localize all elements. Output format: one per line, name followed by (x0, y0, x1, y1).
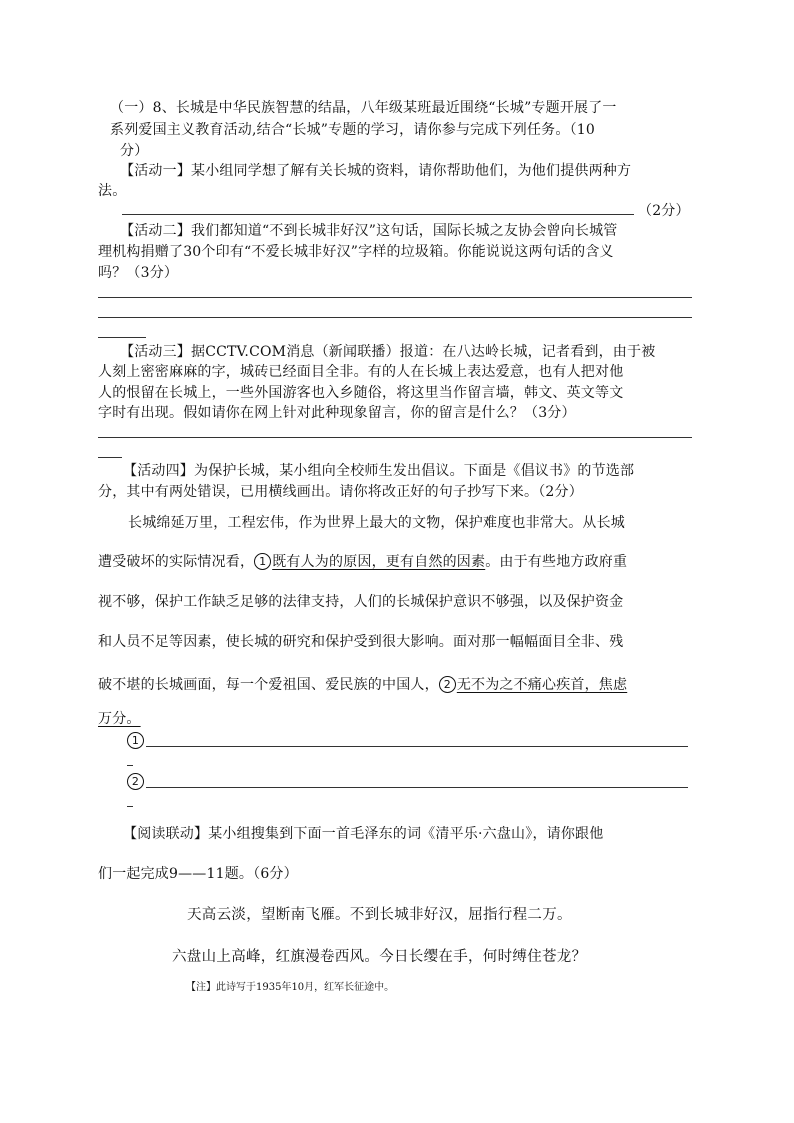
activity3-text: 人的恨留在长城上，一些外国游客也入乡随俗，将这里当作留言墙，韩文、英文等文 (98, 385, 624, 401)
answer-line[interactable] (127, 765, 133, 766)
answer-line-2[interactable] (146, 787, 688, 788)
passage-text: 破不堪的长城画面，每一个爱祖国、爱民族的中国人， (98, 677, 439, 693)
activity1-text: 法。 (98, 183, 127, 199)
passage-line (98, 675, 627, 695)
underlined-error-2-cont: 万分。 (98, 711, 141, 727)
activity4-text: 分，其中有两处错误，已用横线画出。请你将改正好的句子抄写下来。（2分） (98, 484, 583, 500)
circled-number-1: 1 (127, 732, 144, 749)
answer-line[interactable] (98, 457, 122, 458)
circled-number-2: 2 (439, 676, 456, 693)
activity3-text: 字时有出现。假如请你在网上针对此种现象留言，你的留言是什么？（3分） (98, 405, 576, 421)
answer-line[interactable] (98, 317, 692, 318)
circled-number-1: 1 (254, 553, 271, 570)
passage-line: 长城绵延万里，工程宏伟，作为世界上最大的文物，保护难度也非常大。从长城 (128, 515, 625, 531)
activity2-text: 理机构捐赠了30个印有“不爱长城非好汉”字样的垃圾箱。你能说说这两句话的含义 (98, 244, 614, 260)
circled-number-2: 2 (127, 773, 144, 790)
question-intro-line: （一）8、长城是中华民族智慧的结晶，八年级某班最近围绕“长城”专题开展了一 (110, 100, 617, 116)
answer-line[interactable] (127, 806, 133, 807)
question-intro-line: 系列爱国主义教育活动,结合“长城”专题的学习，请你参与完成下列任务。（10 (110, 122, 595, 138)
score-label: （2分） (638, 203, 690, 219)
answer-line[interactable] (98, 337, 146, 338)
activity2-text: 吗？（3分） (98, 265, 179, 281)
answer-line[interactable] (122, 214, 634, 215)
poem-note: 【注】此诗写于1935年10月，红军长征途中。 (186, 982, 395, 993)
activity4-text: 【活动四】为保护长城，某小组向全校师生发出倡议。下面是《倡议书》的节选部 (123, 463, 635, 479)
answer-line[interactable] (98, 437, 692, 438)
question-intro-line: 分） (120, 143, 149, 159)
activity3-text: 【活动三】据CCTV.COM消息（新闻联播）报道：在八达岭长城，记者看到，由于被 (120, 344, 656, 360)
poem-line: 六盘山上高峰，红旗漫卷西风。今日长缨在手，何时缚住苍龙？ (172, 949, 587, 965)
passage-line: 和人员不足等因素，使长城的研究和保护受到很大影响。面对那一幅幅面目全非、残 (98, 634, 624, 650)
reading-intro: 们一起完成9——11题。（6分） (98, 866, 298, 882)
answer-label-1 (127, 731, 145, 751)
passage-line (98, 552, 627, 572)
answer-label-2 (127, 772, 145, 792)
underlined-error-2: 无不为之不痛心疾首，焦虑 (456, 677, 628, 693)
passage-text: 。由于有些地方政府重 (485, 554, 628, 570)
activity2-text: 【活动二】我们都知道“不到长城非好汉”这句话，国际长城之友协会曾向长城管 (120, 223, 618, 239)
answer-line[interactable] (98, 297, 692, 298)
underlined-error-1: 既有人为的原因，更有自然的因素 (272, 554, 486, 570)
poem-line: 天高云淡，望断南飞雁。不到长城非好汉，屈指行程二万。 (187, 907, 572, 923)
reading-intro: 【阅读联动】某小组搜集到下面一首毛泽东的词《清平乐·六盘山》，请你跟他 (123, 826, 604, 842)
activity3-text: 人刻上密密麻麻的字，城砖已经面目全非。有的人在长城上表达爱意，也有人把对他 (98, 364, 624, 380)
passage-text: 遭受破坏的实际情况看， (98, 554, 255, 570)
answer-line-1[interactable] (146, 746, 688, 747)
activity1-text: 【活动一】某小组同学想了解有关长城的资料，请你帮助他们，为他们提供两种方 (120, 163, 632, 179)
passage-line: 视不够，保护工作缺乏足够的法律支持，人们的长城保护意识不够强，以及保护资金 (98, 594, 624, 610)
